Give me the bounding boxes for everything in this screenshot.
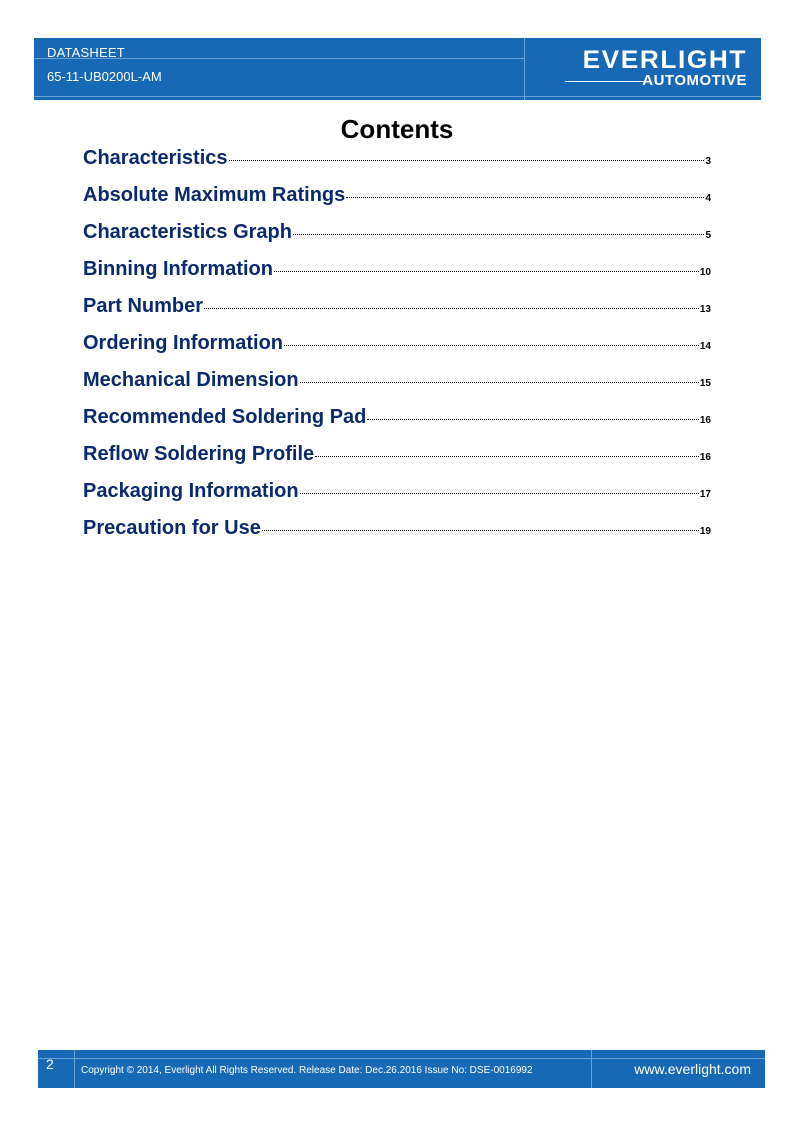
doc-type: DATASHEET — [47, 45, 125, 60]
toc-leader-dots — [293, 234, 704, 235]
toc-leader-dots — [315, 456, 699, 457]
brand-name: EVERLIGHT — [582, 46, 747, 74]
toc-entry-page: 16 — [699, 415, 711, 426]
toc-entry-page: 3 — [705, 156, 711, 167]
table-of-contents — [83, 147, 711, 554]
page-number: 2 — [46, 1056, 54, 1072]
toc-leader-dots — [262, 530, 699, 531]
toc-entry-page: 19 — [699, 526, 711, 537]
toc-entry-page: 16 — [699, 452, 711, 463]
toc-entry[interactable] — [83, 221, 711, 258]
toc-entry[interactable] — [83, 332, 711, 369]
toc-leader-dots — [284, 345, 699, 346]
page-title: Contents — [340, 114, 454, 144]
toc-entry-label: Binning Information — [83, 258, 273, 280]
toc-leader-dots — [300, 382, 699, 383]
header-band — [34, 38, 761, 100]
toc-entry[interactable] — [83, 406, 711, 443]
footer-band — [38, 1050, 765, 1088]
toc-entry-label: Recommended Soldering Pad — [83, 406, 367, 428]
toc-entry-label: Part Number — [83, 295, 204, 317]
toc-entry-label: Packaging Information — [83, 480, 299, 502]
toc-entry-page: 15 — [699, 378, 711, 389]
toc-entry[interactable] — [83, 517, 711, 554]
toc-entry-label: Precaution for Use — [83, 517, 261, 539]
toc-leader-dots — [346, 197, 704, 198]
toc-entry-label: Reflow Soldering Profile — [83, 443, 315, 465]
toc-entry[interactable] — [83, 147, 711, 184]
brand-logo — [544, 46, 754, 94]
footer-vertical-rule — [74, 1050, 75, 1088]
doc-number: 65-11-UB0200L-AM — [47, 69, 162, 84]
toc-entry-page: 17 — [699, 489, 711, 500]
toc-entry[interactable] — [83, 480, 711, 517]
toc-leader-dots — [367, 419, 698, 420]
toc-entry-page: 14 — [699, 341, 711, 352]
toc-leader-dots — [204, 308, 699, 309]
footer-vertical-rule — [591, 1050, 592, 1088]
toc-entry[interactable] — [83, 258, 711, 295]
toc-leader-dots — [274, 271, 699, 272]
website-link[interactable]: www.everlight.com — [634, 1061, 751, 1077]
toc-entry-label: Ordering Information — [83, 332, 283, 354]
toc-entry-label: Characteristics Graph — [83, 221, 292, 243]
brand-subtitle: AUTOMOTIVE — [642, 72, 747, 89]
toc-entry-page: 5 — [705, 230, 711, 241]
brand-rule — [565, 81, 647, 82]
copyright-text: Copyright © 2014, Everlight All Rights Reserved. Release Date: Dec.26.2016 Issue No: DSE-0016992 — [81, 1065, 533, 1076]
toc-entry[interactable] — [83, 295, 711, 332]
toc-entry-page: 13 — [699, 304, 711, 315]
toc-entry-label: Mechanical Dimension — [83, 369, 299, 391]
toc-entry-page: 4 — [705, 193, 711, 204]
toc-entry-label: Absolute Maximum Ratings — [83, 184, 346, 206]
toc-entry[interactable] — [83, 184, 711, 221]
header-bottom-rule — [34, 96, 761, 97]
toc-leader-dots — [229, 160, 705, 161]
toc-entry[interactable] — [83, 369, 711, 406]
toc-entry-label: Characteristics — [83, 147, 228, 169]
footer-top-rule — [38, 1058, 765, 1059]
toc-entry[interactable] — [83, 443, 711, 480]
toc-leader-dots — [300, 493, 699, 494]
header-vertical-rule — [524, 38, 525, 100]
toc-entry-page: 10 — [699, 267, 711, 278]
